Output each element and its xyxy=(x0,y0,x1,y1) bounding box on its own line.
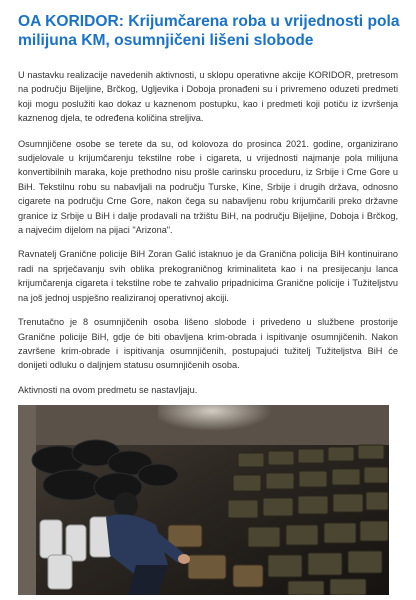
article-paragraph: Osumnjičene osobe se terete da su, od kolovoza do prosinca 2021. godine, organizirano sudjelovale u krijumčarenju tekstilne robe i cigareta, u vrijednosti najmanje pola milijuna konvertibilnih maraka, koje prethodno nisu prošle carinsku proceduru, iz Srbije i Crne Gore u BiH. Tekstilnu robu su nabavljali na području Turske, Kine, Srbije i drugih država, odnosno cigarete na području Crne Gore, nakon čega su nabavljenu robu krijumčarili preko državne granice iz Srbije u BiH i dalje prodavali na tržištu BiH, na području Bijeljine, Doboja i Brčkog, a najvećim dijelom na pijaci "Arizona". xyxy=(18,138,398,236)
article-paragraph: Trenutačno je 8 osumnjičenih osoba lišeno slobode i privedeno u službene prostorije Granične policije BiH, gdje će biti obavljena krim-obrada i ispitivanje osumnjičenih. Nakon završene krim-obrade i ispitivanja osumnjičenih, postupajući tužitelj Tužiteljstva BiH će donijeti odluku o daljnjem statusu osumnjičenih osoba. xyxy=(18,317,398,371)
article-photo xyxy=(18,405,389,595)
article-paragraph: Aktivnosti na ovom predmetu se nastavljaju. xyxy=(18,384,198,395)
article-paragraph: U nastavku realizacije navedenih aktivnosti, u sklopu operativne akcije KORIDOR, pretresom na području Bijeljine, Brčkog, Ugljevika i Doboja pronađeni su i privremeno oduzeti predmeti koji mogu poslužiti kao dokaz u kaznenom postupku, kao i predmeti koji potiču iz izvršenja kaznenog djela, te određena količina streljiva. xyxy=(18,70,398,124)
article-title: OA KORIDOR: Krijumčarena roba u vrijednosti pola milijuna KM, osumnjičeni lišeni slobode xyxy=(18,13,400,49)
article-paragraph: Ravnatelj Granične policije BiH Zoran Galić istaknuo je da Granična policija BiH kontinuirano radi na sprječavanju svih oblika prekograničnog kriminaliteta kao i na presijecanju lanca krijumčarenja cigareta i tekstilne robe te zahvalio pripadnicima Granične policije i Tužiteljstvu na još jednoj uspješno realiziranoj operativnoj akciji. xyxy=(18,249,398,303)
seized-goods-photo xyxy=(18,405,389,595)
article-body xyxy=(18,68,398,407)
